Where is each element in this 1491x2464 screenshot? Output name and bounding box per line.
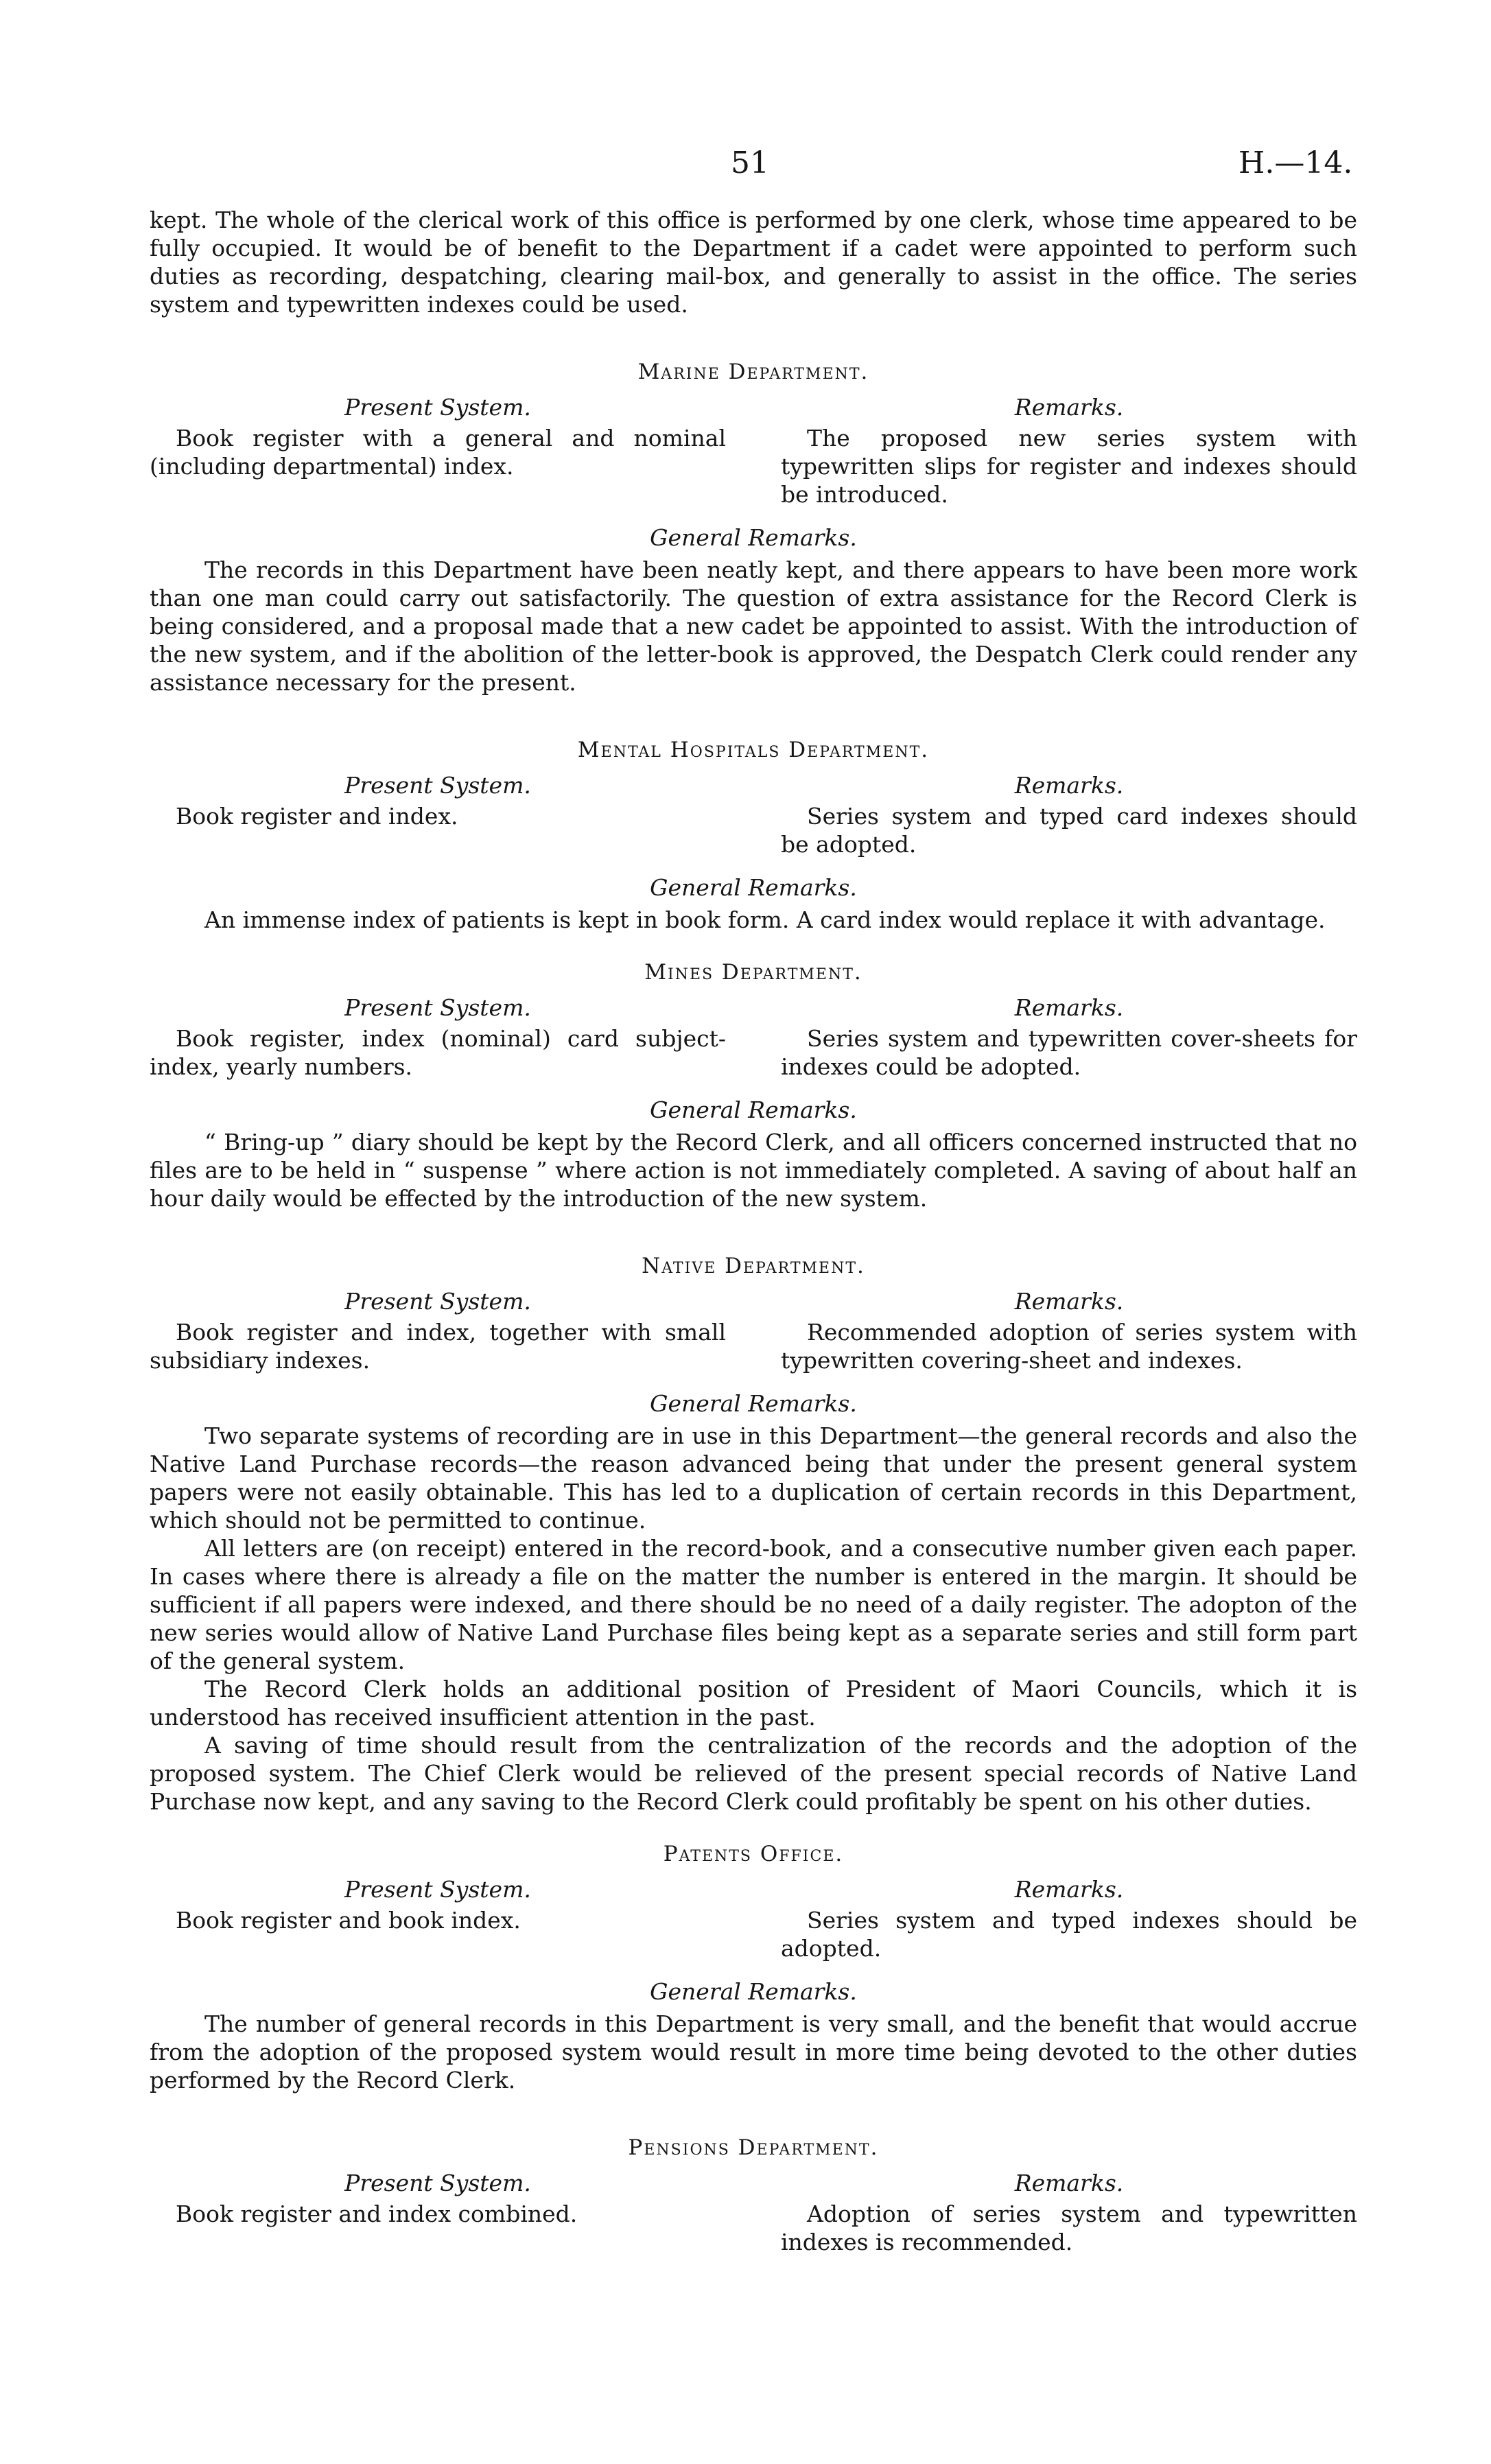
general-remarks-heading: General Remarks. [650, 524, 857, 551]
present-system-heading: Present System. [344, 994, 531, 1021]
remarks-heading: Remarks. [1014, 772, 1124, 799]
general-remarks-paragraph: An immense index of patients is kept in book form. A card index would replace it with advantage. [204, 906, 1326, 933]
general-remarks-heading: General Remarks. [650, 874, 857, 901]
section-columns [150, 2169, 1357, 2256]
section-patents [150, 1840, 1357, 2094]
present-system-heading: Present System. [344, 1288, 531, 1315]
section-title: Mines Department. [644, 960, 862, 985]
general-remarks-paragraph: All letters are (on receipt) entered in the record-book, and a consecutive number given each paper. In cases where there is already a file on the matter the number is entered in the margin. It should be sufficient if all papers were indexed, and there should be no need of a daily register. The adopton of the new series would allow of Native Land Purchase files being kept as a separate series and still form part of the general system. [150, 1535, 1357, 1674]
present-system-column [150, 1287, 726, 1374]
present-system-text: Book register and index combined. [176, 2201, 578, 2227]
present-system-heading: Present System. [344, 1876, 531, 1903]
section-marine [150, 358, 1357, 696]
section-title: Patents Office. [663, 1842, 844, 1866]
remarks-heading: Remarks. [1014, 394, 1124, 421]
general-remarks [150, 556, 1357, 696]
document-reference: H.—14. [1238, 145, 1353, 180]
present-system-column [150, 393, 726, 508]
general-remarks-paragraph: The number of general records in this Department is very small, and the benefit that would accrue from the adoption of the proposed system would result in more time being devoted to the other duties performed by the Record Clerk. [150, 2010, 1357, 2093]
general-remarks-paragraph: The Record Clerk holds an additional position of President of Maori Councils, which it is understood has received insufficient attention in the past. [150, 1676, 1357, 1730]
general-remarks-paragraph: Two separate systems of recording are in use in this Department—the general records and also the Native Land Purchase records—the reason advanced being that under the present general system papers were not easily obtainable. This has led to a duplication of certain records in this Department, which should not be permitted to continue. [150, 1422, 1357, 1534]
general-remarks-paragraph: The records in this Department have been neatly kept, and there appears to have been more work than one man could carry out satisfactorily. The question of extra assistance for the Record Clerk is being considered, and a proposal made that a new cadet be appointed to assist. With the introduction of the new system, and if the abolition of the letter-book is approved, the Despatch Clerk could render any assistance necessary for the present. [150, 556, 1357, 696]
general-remarks-heading: General Remarks. [650, 1978, 857, 2005]
remarks-column [781, 994, 1357, 1081]
present-system-column [150, 771, 726, 858]
remarks-text: Adoption of series system and typewritten indexes is recommended. [781, 2201, 1357, 2255]
section-columns [150, 1287, 1357, 1374]
section-columns [150, 393, 1357, 508]
remarks-heading: Remarks. [1014, 1288, 1124, 1315]
section-native [150, 1252, 1357, 1816]
remarks-heading: Remarks. [1014, 994, 1124, 1021]
present-system-heading: Present System. [344, 772, 531, 799]
remarks-column [781, 393, 1357, 508]
remarks-column [781, 2169, 1357, 2256]
page-header [0, 145, 1491, 187]
general-remarks [150, 1128, 1357, 1212]
section-pensions [150, 2134, 1357, 2256]
section-title: Native Department. [642, 1254, 865, 1278]
section-title: Mental Hospitals Department. [577, 738, 930, 762]
present-system-column [150, 994, 726, 1081]
section-title: Marine Department. [637, 360, 869, 384]
present-system-heading: Present System. [344, 2170, 531, 2196]
intro-paragraph: kept. The whole of the clerical work of this office is performed by one clerk, whose time appeared to be fully occupied. It would be of benefit to the Department if a cadet were appointed to perform such duties as recording, despatching, clearing mail-box, and generally to assist in the office. The series system and typewritten indexes could be used. [150, 207, 1357, 318]
remarks-heading: Remarks. [1014, 1876, 1124, 1903]
page-number: 51 [731, 145, 769, 180]
present-system-heading: Present System. [344, 394, 531, 421]
general-remarks [150, 2010, 1357, 2094]
section-columns [150, 771, 1357, 858]
present-system-text: Book register with a general and nominal (including departmental) index. [150, 425, 726, 480]
page-body [150, 206, 1357, 2296]
general-remarks-heading: General Remarks. [650, 1096, 857, 1123]
section-mines [150, 959, 1357, 1212]
general-remarks-heading: General Remarks. [650, 1390, 857, 1417]
section-mental-hospitals [150, 736, 1357, 934]
remarks-text: Series system and typewritten cover-sheets for indexes could be adopted. [781, 1025, 1357, 1080]
section-title: Pensions Department. [628, 2135, 879, 2160]
present-system-column [150, 1875, 726, 1962]
general-remarks-paragraph: “ Bring-up ” diary should be kept by the Record Clerk, and all officers concerned instructed that no files are to be held in “ suspense ” where action is not immediately completed. A saving of about half an hour daily would be effected by the introduction of the new system. [150, 1129, 1357, 1212]
present-system-column [150, 2169, 726, 2256]
present-system-text: Book register, index (nominal) card subject-index, yearly numbers. [150, 1025, 726, 1080]
present-system-text: Book register and index. [176, 803, 458, 830]
remarks-text: The proposed new series system with typewritten slips for register and indexes should be introduced. [781, 425, 1357, 508]
general-remarks [150, 906, 1357, 934]
remarks-column [781, 1287, 1357, 1374]
remarks-column [781, 771, 1357, 858]
present-system-text: Book register and index, together with small subsidiary indexes. [150, 1319, 726, 1374]
general-remarks-paragraph: A saving of time should result from the centralization of the records and the adoption of the proposed system. The Chief Clerk would be relieved of the present special records of Native Land Purchase now kept, and any saving to the Record Clerk could profitably be spent on his other duties. [150, 1732, 1357, 1815]
section-columns [150, 1875, 1357, 1962]
section-columns [150, 994, 1357, 1081]
remarks-text: Recommended adoption of series system with typewritten covering-sheet and indexes. [781, 1319, 1357, 1374]
present-system-text: Book register and book index. [176, 1907, 521, 1934]
remarks-column [781, 1875, 1357, 1962]
general-remarks [150, 1422, 1357, 1816]
remarks-text: Series system and typed card indexes should be adopted. [781, 803, 1357, 858]
remarks-heading: Remarks. [1014, 2170, 1124, 2196]
remarks-text: Series system and typed indexes should be adopted. [781, 1907, 1357, 1962]
